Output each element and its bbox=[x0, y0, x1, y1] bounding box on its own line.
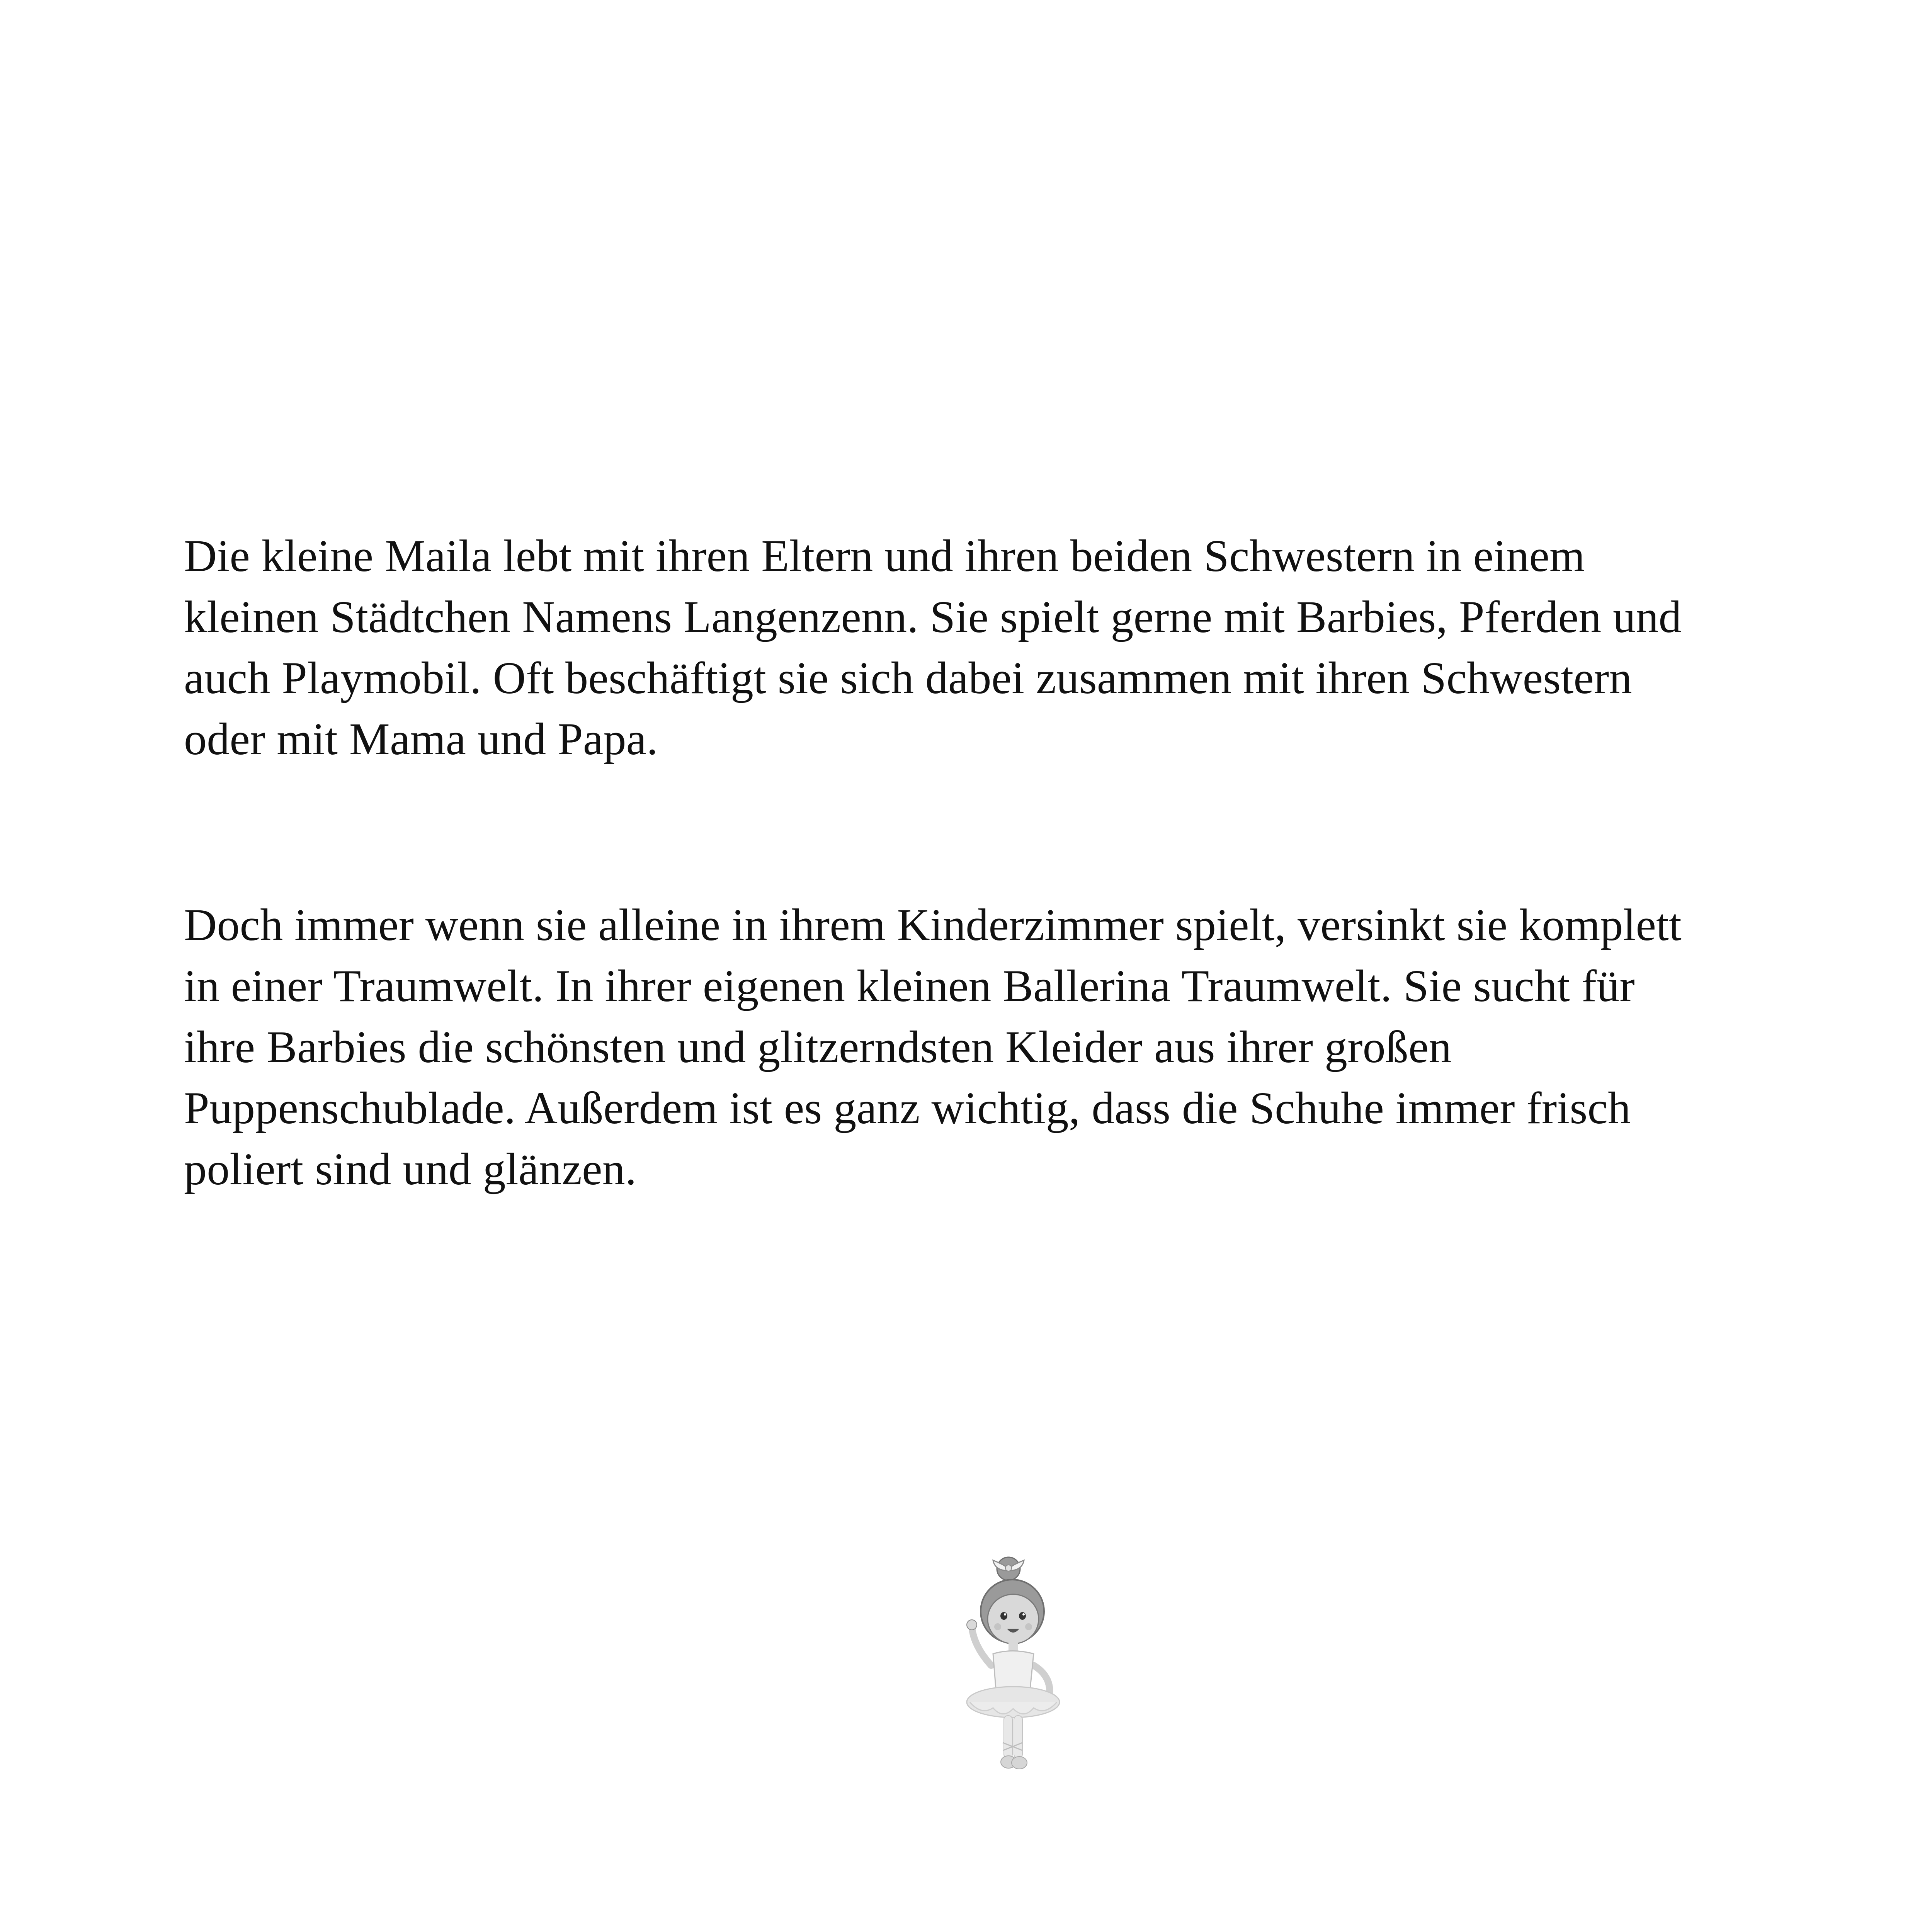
paragraph-line: auch Playmobil. Oft beschäftigt sie sich dabei zusammen mit ihren Schwestern bbox=[184, 653, 1632, 703]
paragraph-line: in einer Traumwelt. In ihrer eigenen kleinen Ballerina Traumwelt. Sie sucht für bbox=[184, 961, 1635, 1011]
paragraph-line: ihre Barbies die schönsten und glitzerndsten Kleider aus ihrer großen bbox=[184, 1022, 1452, 1072]
paragraph-line: Puppenschublade. Außerdem ist es ganz wichtig, dass die Schuhe immer frisch bbox=[184, 1083, 1631, 1133]
paragraph-line: Doch immer wenn sie alleine in ihrem Kinderzimmer spielt, versinkt sie komplett bbox=[184, 900, 1682, 950]
paragraph-2 bbox=[184, 895, 1845, 1200]
paragraph-line: Die kleine Maila lebt mit ihren Eltern und ihren beiden Schwestern in einem bbox=[184, 531, 1585, 581]
paragraph-line: kleinen Städtchen Namens Langenzenn. Sie spielt gerne mit Barbies, Pferden und bbox=[184, 592, 1682, 642]
paragraph-line: oder mit Mama und Papa. bbox=[184, 714, 658, 764]
paragraph-line: poliert sind und glänzen. bbox=[184, 1144, 637, 1194]
ballerina-girl-icon bbox=[951, 1549, 1074, 1781]
paragraph-1 bbox=[184, 526, 1845, 770]
